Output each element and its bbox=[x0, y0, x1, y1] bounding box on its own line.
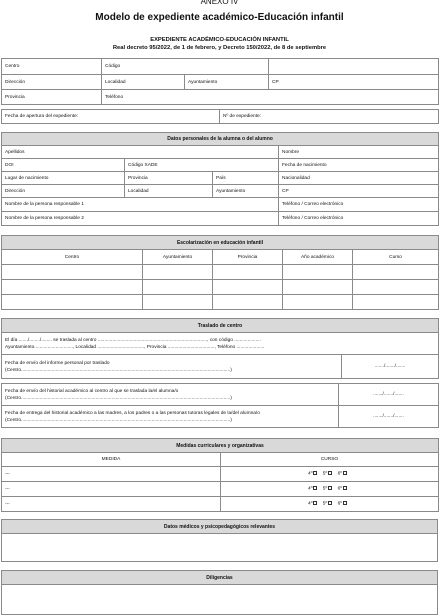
report-sent-field[interactable] bbox=[2, 355, 342, 379]
record-sent-field[interactable] bbox=[2, 384, 339, 406]
course-checkboxes: 4º 5º 6º bbox=[221, 482, 439, 497]
checkbox-6[interactable] bbox=[343, 501, 347, 505]
centre-code-field[interactable]: Código bbox=[102, 59, 269, 75]
record-delivered-label: Fecha de entrega del historial académico a las madres, a los padres o a las personas tutoras legales de la/del alumna/o bbox=[5, 410, 260, 416]
student-locality-field[interactable]: Localidad bbox=[125, 185, 213, 198]
column-header-course: CURSO bbox=[221, 453, 439, 467]
transfer-line-2: Ayuntamiento............................., Localidad ..................................., Provincia ..................................., Teléfono ..................... bbox=[5, 344, 265, 350]
column-header-course: Curso bbox=[353, 250, 439, 265]
report-sent-centre: (Centro.............................................................................................................................................................) bbox=[5, 367, 232, 373]
checkbox-5[interactable] bbox=[328, 501, 332, 505]
diligencias-area[interactable] bbox=[2, 585, 438, 615]
diligencias-header: Diligencias bbox=[2, 571, 438, 585]
checkbox-6[interactable] bbox=[343, 471, 347, 475]
doi-field[interactable]: DOI bbox=[2, 159, 125, 172]
checkbox-4[interactable] bbox=[313, 471, 317, 475]
course-checkboxes: 4º 5º 6º bbox=[221, 467, 439, 482]
table-row bbox=[2, 280, 439, 295]
table-cell[interactable] bbox=[2, 265, 143, 280]
column-header-centre: Centro bbox=[2, 250, 143, 265]
transfer-statement[interactable] bbox=[2, 333, 439, 355]
table-cell[interactable] bbox=[2, 280, 143, 295]
centre-blank-cell[interactable] bbox=[269, 59, 439, 75]
table-cell[interactable] bbox=[353, 280, 439, 295]
guardian2-name-field[interactable]: Nombre de la persona responsable 2 bbox=[2, 212, 279, 226]
table-row bbox=[2, 482, 439, 497]
record-delivered-date[interactable]: ......./......./....... bbox=[339, 406, 439, 428]
measures-header: Medidas curriculares y organizativas bbox=[2, 439, 439, 453]
record-sent-centre: (Centro.............................................................................................................................................................) bbox=[5, 395, 232, 401]
table-cell[interactable] bbox=[353, 265, 439, 280]
medical-table bbox=[1, 519, 438, 562]
table-cell[interactable] bbox=[143, 280, 213, 295]
birthplace-field[interactable]: Lugar de nacimiento bbox=[2, 172, 125, 185]
table-row bbox=[2, 467, 439, 482]
medical-header: Datos médicos y psicopedagógicos relevantes bbox=[2, 520, 438, 534]
student-postcode-field[interactable]: CP bbox=[279, 185, 439, 198]
centre-postcode-field[interactable]: CP bbox=[269, 75, 439, 90]
table-row bbox=[2, 265, 439, 280]
table-cell[interactable] bbox=[2, 295, 143, 310]
table-cell[interactable] bbox=[283, 280, 353, 295]
column-header-measure: MEDIDA bbox=[2, 453, 221, 467]
centre-province-field[interactable]: Provincia bbox=[2, 90, 102, 105]
centre-table bbox=[1, 58, 439, 105]
table-cell[interactable] bbox=[283, 265, 353, 280]
diligencias-table bbox=[1, 570, 438, 615]
record-sent-date[interactable]: ......./......./....... bbox=[339, 384, 439, 406]
surname-field[interactable]: Apellidos bbox=[2, 146, 279, 159]
record-delivered-field[interactable] bbox=[2, 406, 339, 428]
file-number-field[interactable]: Nº de expediente: bbox=[220, 110, 439, 124]
measures-table bbox=[1, 438, 439, 512]
table-cell[interactable] bbox=[143, 295, 213, 310]
transfer-line-1: El día ......./......../........ se traslada al centro .................................................................................., con código .................... bbox=[5, 337, 261, 343]
student-address-field[interactable]: Dirección bbox=[2, 185, 125, 198]
report-sent-date[interactable]: ......./......./....... bbox=[342, 355, 439, 379]
country-field[interactable]: País bbox=[213, 172, 279, 185]
personal-data-header: Datos personales de la alumna o del alumno bbox=[2, 133, 439, 146]
schooling-table bbox=[1, 235, 439, 310]
schooling-header: Escolarización en educación infantil bbox=[2, 236, 439, 250]
centre-municipality-field[interactable]: Ayuntamiento bbox=[185, 75, 269, 90]
table-cell[interactable] bbox=[283, 295, 353, 310]
form-subtitle: EXPEDIENTE ACADÉMICO-EDUCACIÓN INFANTIL bbox=[150, 37, 289, 43]
student-municipality-field[interactable]: Ayuntamiento bbox=[213, 185, 279, 198]
first-name-field[interactable]: Nombre bbox=[279, 146, 439, 159]
birth-date-field[interactable]: Fecha de nacimiento bbox=[279, 159, 439, 172]
measure-cell[interactable]: --- bbox=[2, 482, 221, 497]
checkbox-4[interactable] bbox=[313, 501, 317, 505]
checkbox-4[interactable] bbox=[313, 486, 317, 490]
opening-date-field[interactable]: Fecha de apertura del expediente: bbox=[2, 110, 220, 124]
record-sent-label: Fecha de envío del historial académico al centro al que se traslada la/el alumna/o bbox=[5, 388, 179, 394]
xade-code-field[interactable]: Código XADE bbox=[125, 159, 279, 172]
checkbox-6[interactable] bbox=[343, 486, 347, 490]
table-cell[interactable] bbox=[213, 295, 283, 310]
opening-table bbox=[1, 109, 439, 124]
table-cell[interactable] bbox=[353, 295, 439, 310]
table-cell[interactable] bbox=[213, 280, 283, 295]
centre-field[interactable]: Centro bbox=[2, 59, 102, 75]
guardian2-contact-field[interactable]: Teléfono / Correo electrónico bbox=[279, 212, 439, 226]
record-transfer-table bbox=[1, 383, 439, 428]
page-title: Modelo de expediente académico-Educación infantil bbox=[95, 12, 344, 23]
column-header-province: Provincia bbox=[213, 250, 283, 265]
column-header-academic-year: Año académico bbox=[283, 250, 353, 265]
medical-notes-area[interactable] bbox=[2, 534, 438, 562]
checkbox-5[interactable] bbox=[328, 486, 332, 490]
table-row bbox=[2, 497, 439, 512]
course-checkboxes: 4º 5º 6º bbox=[221, 497, 439, 512]
transfer-table bbox=[1, 318, 439, 379]
measure-cell[interactable]: --- bbox=[2, 467, 221, 482]
centre-locality-field[interactable]: Localidad bbox=[102, 75, 185, 90]
nationality-field[interactable]: Nacionalidad bbox=[279, 172, 439, 185]
report-sent-label: Fecha de envío del informe personal por traslado bbox=[5, 360, 110, 366]
personal-data-table bbox=[1, 132, 439, 226]
record-delivered-centre: (Centro.............................................................................................................................................................) bbox=[5, 417, 232, 423]
annex-label: ANEXO IV bbox=[200, 0, 239, 6]
table-row bbox=[2, 295, 439, 310]
transfer-header: Traslado de centro bbox=[2, 319, 439, 333]
measure-cell[interactable]: --- bbox=[2, 497, 221, 512]
birth-province-field[interactable]: Provincia bbox=[125, 172, 213, 185]
table-cell[interactable] bbox=[213, 265, 283, 280]
decree-reference: Real decreto 95/2022, de 1 de febrero, y Decreto 150/2022, de 8 de septiembre bbox=[112, 45, 327, 51]
centre-phone-field[interactable]: Teléfono bbox=[102, 90, 439, 105]
column-header-municipality: Ayuntamiento bbox=[143, 250, 213, 265]
centre-address-field[interactable]: Dirección bbox=[2, 75, 102, 90]
checkbox-5[interactable] bbox=[328, 471, 332, 475]
guardian1-name-field[interactable]: Nombre de la persona responsable 1 bbox=[2, 198, 279, 212]
table-cell[interactable] bbox=[143, 265, 213, 280]
guardian1-contact-field[interactable]: Teléfono / Correo electrónico bbox=[279, 198, 439, 212]
